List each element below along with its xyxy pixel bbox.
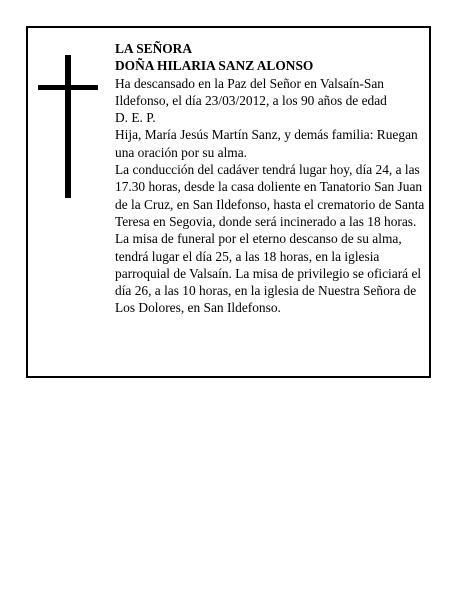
cross-horizontal-bar: [38, 85, 98, 90]
cross-vertical-bar: [65, 55, 71, 198]
family-message: Hija, María Jesús Martín Sanz, y demás familia: Ruegan una oración por su alma.: [115, 127, 418, 160]
cross-icon: [38, 55, 98, 198]
funeral-procession: La conducción del cadáver tendrá lugar hoy, día 24, a las 17.30 horas, desde la casa doliente en Tanatorio San Juan de la Cruz, en San Ildefonso, hasta el crematorio de Santa Teresa en Segovia, donde será incinerado a las 18 horas.: [115, 162, 425, 229]
rip-line: D. E. P.: [115, 110, 156, 126]
notice-text: [115, 40, 427, 317]
notice-title-line1: LA SEÑORA: [115, 41, 193, 56]
death-announcement: Ha descansado en la Paz del Señor en Valsaín-San Ildefonso, el día 23/03/2012, a los 90 años de edad: [115, 75, 387, 108]
funeral-mass: La misa de funeral por el eterno descanso de su alma, tendrá lugar el día 25, a las 18 horas, en la iglesia parroquial de Valsaín. La misa de privilegio se oficiará el día 26, a las 10 horas, en la iglesia de Nuestra Señora de Los Dolores, en San Ildefonso.: [115, 231, 422, 316]
obituary-notice: [26, 26, 431, 378]
deceased-name: DOÑA HILARIA SANZ ALONSO: [115, 58, 314, 74]
